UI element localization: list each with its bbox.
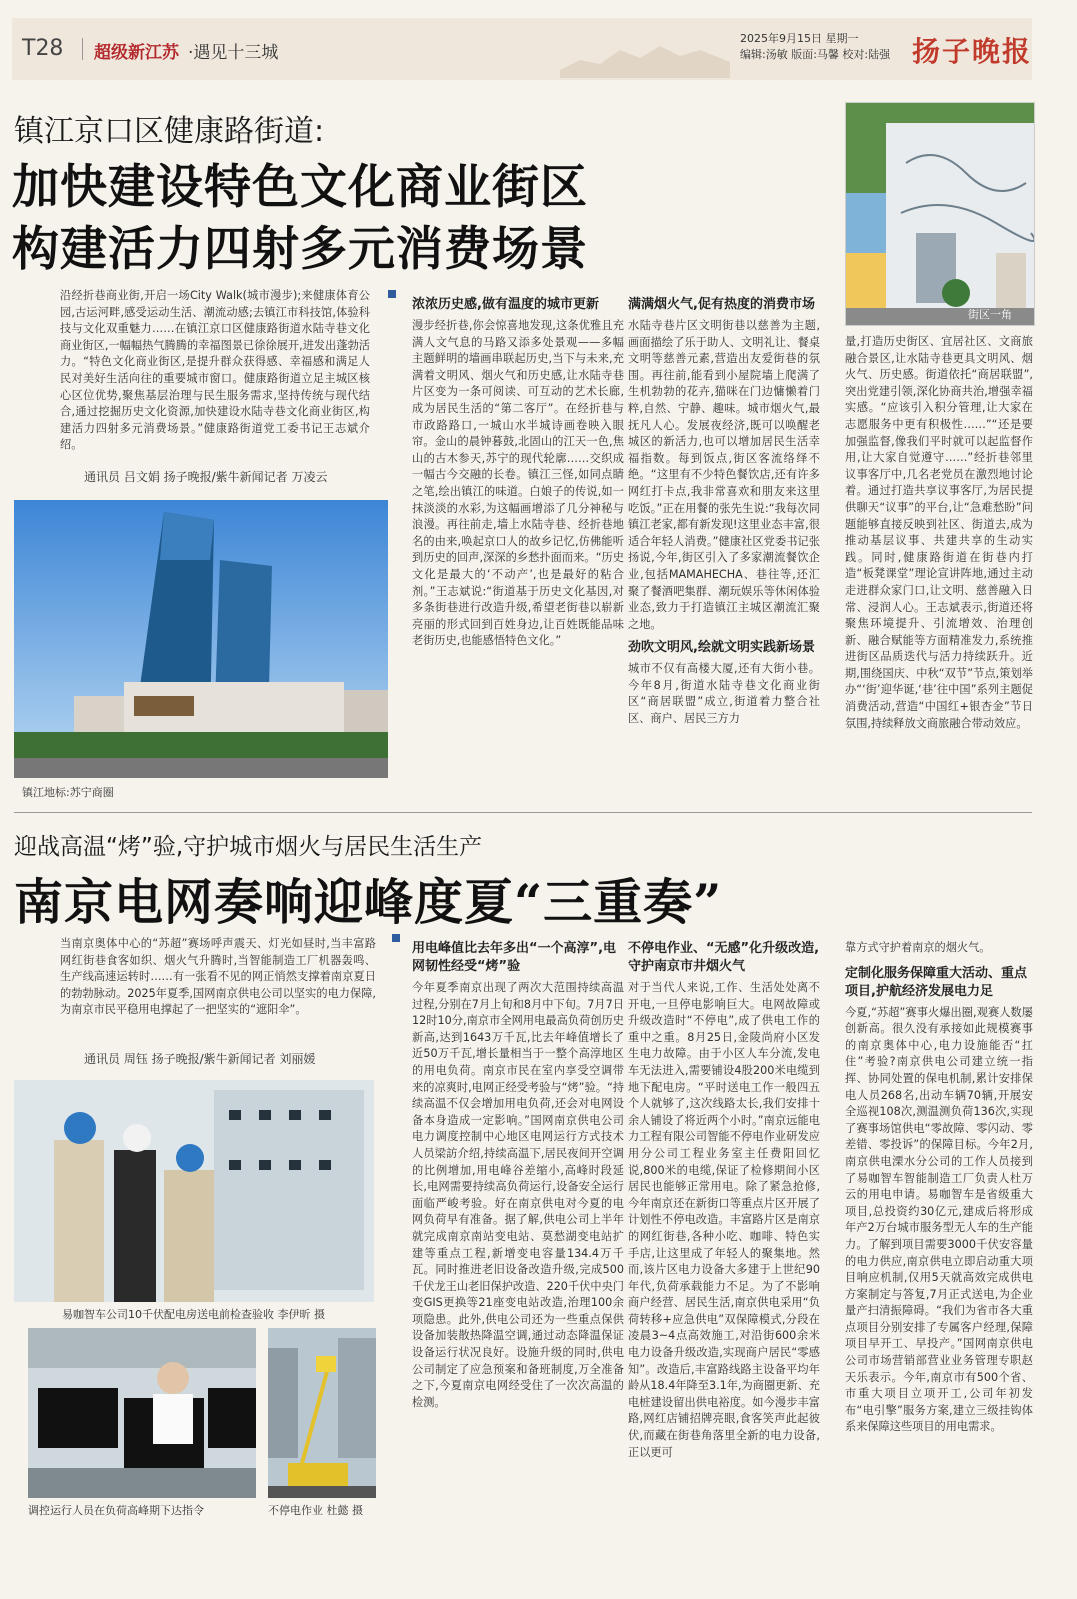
story2-column1 — [412, 940, 624, 1411]
story2-lead-paragraph: 当南京奥体中心的“苏超”赛场呼声震天、灯光如昼时,当丰富路网红街巷食客如织、烟火气升腾时,当智能制造工厂机器轰鸣、生产线高速运转时……有一张看不见的网正悄然支撑着南京夏日的勃勃脉动。2025年夏季,国网南京供电公司以坚实的电力保障,为南京市民平稳用电撑起了一把坚实的“遮阳伞”。 — [60, 937, 376, 1017]
story2-column3 — [845, 940, 1033, 1436]
photo-caption-street-corner: 街区一角 — [968, 308, 1012, 321]
column-marker — [388, 290, 396, 298]
photo-caption-control-room: 调控运行人员在负荷高峰期下达指令 — [28, 1504, 204, 1517]
story1-col2-body: 水陆寺巷片区文明街巷以慈善为主题,画面描绘了乐于助人、文明礼让、餐桌文明等慈善元素,营造出友爱街巷的氛围。再往前,能看到小屋院墙上爬满了生机勃勃的花卉,猫咪在门边慵懒着门粹,自然、宁静、趣味。城市烟火气,最抚凡人心。发展夜经济,既可以唤醒老城区的新活力,也可以增加居民生活幸福指数。每到饭点,街区客流络绎不绝。“这里有不少特色餐饮店,还有许多网红打卡点,我非常喜欢和朋友来这里吃饭。”正在用餐的张先生说:“我每次同镇江老家,都有新发现!这里业态丰富,很适合年轻人消费。”健康社区党委书记张扬说,今年,街区引入了多家潮流餐饮企业,包括MAMAHECHA、巷往等,还汇聚了餐酒吧集群、潮玩娱乐等休闲体验业态,致力于打造镇江主城区潮流汇聚之地。 — [628, 319, 820, 631]
substation-inspection-photo — [14, 1080, 374, 1302]
decorative-cityscape-graphic — [560, 20, 730, 78]
story2-kicker: 迎战高温“烤”验,守护城市烟火与居民生活生产 — [14, 834, 483, 860]
story2-col3-body: 今夏,“苏超”赛事火爆出圈,观赛人数屡创新高。很久没有承接如此规模赛事的南京奥体中心,电力设施能否“扛住”考验?南京供电公司建立统一指挥、协同处置的保电机制,累计安排保电人员268名,出动车辆70辆,开展安全巡视108次,测温测负荷136次,实现了赛事场馆供电“零故障、零闪动、零差错、零投诉”的保障目标。今年2月,南京供电溧水分公司的工作人员接到了易咖智车智能制造工厂负责人杜万云的用电申请。易咖智车是省级重大项目,总投资约30亿元,建成后将形成年产2万台城市服务型无人车的生产能力。了解到项目需要3000千伏安容量的电力供应,南京供电立即启动重大项目响应机制,仅用5天就高效完成供电方案制定与答复,7月正式送电,为企业量产扫清振障碍。“我们为省市各大重点项目分别安排了专属客户经理,保障项目早开工、早投产。”国网南京供电公司市场营销部营业业务管理专职赵天乐表示。今年,南京市有500个省、市重大项目立项开工,公司年初发布“电引擎”服务方案,建立三级挂钩体系来保障这些项目的用电需求。 — [845, 1005, 1033, 1434]
editor-credits: 编辑:汤敏 版面:马馨 校对:陆强 — [740, 48, 891, 61]
story2-col2-subhead: 不停电作业、“无感”化升级改造,守护南京市井烟火气 — [628, 941, 820, 974]
story1-byline: 通讯员 吕文娟 扬子晚报/紫牛新闻记者 万凌云 — [84, 470, 328, 484]
story1-headline-line2: 构建活力四射多元消费场景 — [12, 222, 588, 277]
story1-column1 — [412, 296, 624, 650]
story2-col3-body-top: 靠方式守护着南京的烟火气。 — [845, 941, 991, 954]
newspaper-logo: 扬子晚报 — [912, 35, 1033, 68]
column-marker — [392, 934, 400, 942]
story2-col1-body: 今年夏季南京出现了两次大范围持续高温过程,分别在7月上旬和8月中下旬。7月7日12时10分,南京市全网用电最高负荷创历史新高,达到1643万千瓦,比去年峰值增长了近50万千瓦,增长量相当于一整个高淳地区的用电负荷。南京市民在室内享受空调带来的凉爽时,电网正经受考验与“烤”验。“持续高温不仅会增加用电负荷,还会对电网设备本身造成一定影响。”国网南京供电公司电力调度控制中心地区电网运行方式技术人员梁訪介绍,持续高温下,居民夜间开空调的比例增加,用电峰谷差缩小,高峰时段延长,电网需要持续高负荷运行,设备安全运行面临严峻考验。好在南京供电对今夏的电网负荷早有准备。据了解,供电公司上半年就完成南京南站变电站、莫愁湖变电站扩建等重点工程,新增变电容量134.4万千瓦。同时推进老旧设备改造升级,完成500千伏龙王山老旧保护改造、220千伏中央门变GIS更换等21座变电站改造,治理100余项隐患。此外,供电公司还为一些重点保供设备加装散热降温空调,通过动态降温保证设备运行状况良好。设施升级的同时,供电公司制定了应急预案和备班制度,万全准备之下,今夏南京电网经受住了一次次高温的检测。 — [412, 981, 624, 1409]
control-room-photo — [28, 1328, 256, 1498]
issue-date: 2025年9月15日 星期一 — [740, 32, 859, 45]
section-brand: 超级新江苏 — [94, 43, 179, 63]
story2-col1-subhead: 用电峰值比去年多出“一个高淳”,电网韧性经受“烤”验 — [412, 941, 617, 974]
story1-col2-subhead2: 劲吹文明风,绘就文明实践新场景 — [628, 640, 815, 656]
story1-lead-paragraph: 沿经折巷商业街,开启一场City Walk(城市漫步);来健康体育公园,古运河畔,感受运动生活、潮流动感;去镇江市科技馆,体验科技与文化双重魅力……在镇江京口区健康路街道水陆寺巷文化商业街区,一幅幅热气腾腾的幸福图景已徐徐展开,进发出蓬勃活力。“特色文化商业街区,是提升群众获得感、幸福感和满足人民对美好生活向往的重要城市窗口。健康路街道立足主城区核心区位优势,聚焦基层治理与民生服务需求,坚持传统与现代结合,通过挖掘历史文化资源,加快建设水陆寺巷文化商业街区,构建活力四射多元消费场景。”健康路街道党工委书记王志斌介绍。 — [60, 289, 370, 452]
story2-col2-body: 对于当代人来说,工作、生活处处离不开电,一旦停电影响巨大。电网故障或升级改造时“不停电”,成了供电工作的重中之重。8月25日,金陵尚府小区发生电力故障。由于小区人车分流,发电车无法进入,需要铺设4股200米电缆到地下配电房。“平时送电工作一般四五个人就够了,这次线路太长,我们安排十余人铺设了将近两个小时。”南京远能电力工程有限公司智能不停电作业研发应用分公司工程业务室主任费阳回忆说,800米的电缆,保证了检修期间小区居民也能够正常用电。除了紧急抢修,今年南京还在新街口等重点片区开展了计划性不停电改造。丰富路片区是南京的网红街巷,各种小吃、咖啡、特色实手店,让这里成了年轻人的聚集地。然而,该片区电力设备大多建于上世纪90年代,负荷承载能力不足。为了不影响商户经营、居民生活,南京供电采用“负荷转移+应急供电”双保障模式,分段在凌晨3~4点高效施工,对沿街600余米电力设备升级改造,实现商户居民“零感知”。改造后,丰富路线路主设备平均年龄从18.4年降至3.1年,为商圈更新、充电桩建设留出供电裕度。如今漫步丰富路,网红店铺招牌亮眼,食客笑声此起彼伏,而藏在街巷角落里全新的电力设备,正以更可 — [628, 981, 820, 1459]
story2-byline: 通讯员 周钰 扬子晚报/紫牛新闻记者 刘丽媛 — [84, 1052, 316, 1066]
story1-kicker: 镇江京口区健康路街道: — [14, 114, 325, 149]
photo-caption-live-work: 不停电作业 杜懿 摄 — [268, 1504, 363, 1517]
story1-col1-body: 漫步经折巷,你会惊喜地发现,这条优雅且充满人文气息的马路又添多处景观——多幅主题鲜明的墙画串联起历史,当下与未来,充满着文明风、烟火气和历史感,让水陆寺巷片区变为一条可阅读、可互动的艺术长廊,成为居民生活的“第二客厅”。在经折巷与市政路路口,一城山水半城诗画卷映入眼帘。金山的晨钟暮鼓,北固山的江天一色,焦山的古木参天,苏宁的现代轮廓……交织成一幅古今交融的长卷。镇江三怪,如同点睛之笔,绘出镇江的味道。白娘子的传说,如一抹淡淡的水彩,为这幅画增添了几分神秘与浪漫。再往前走,墙上水陆寺巷、经折巷地名的由来,唤起京口人的故乡记忆,仿佛能听到历史的回声,深深的乡愁扑面而来。“历史文化是最大的‘不动产’,也是最好的粘合剂。”王志斌说:“街道基于历史文化基因,对多条街巷进行改造升级,希望老街巷以崭新亮丽的形式回到百姓身边,让百姓既能品味老街历史,也能感悟特色文化。” — [412, 319, 624, 648]
story2-col3-subhead: 定制化服务保障重大活动、重点项目,护航经济发展电力足 — [845, 965, 1028, 999]
story2-headline: 南京电网奏响迎峰度夏“三重奏” — [14, 873, 723, 931]
story1-col2-subhead: 满满烟火气,促有热度的消费市场 — [628, 297, 815, 312]
story-divider — [14, 812, 1032, 813]
live-line-work-photo — [268, 1328, 376, 1498]
story2-column2 — [628, 940, 820, 1461]
street-mural-photo — [845, 102, 1035, 326]
story1-col2-body2: 城市不仅有高楼大厦,还有大街小巷。今年8月,街道水陆寺巷文化商业街区“商居联盟”成立,街道着力整合社区、商户、居民三方力 — [628, 662, 820, 726]
story1-col1-subhead: 浓浓历史感,做有温度的城市更新 — [412, 297, 599, 312]
page-number: T28 — [22, 36, 64, 61]
photo-caption-landmark: 镇江地标:苏宁商圈 — [22, 786, 114, 799]
photo-caption-inspection: 易咖智车公司10千伏配电房送电前检查验收 李伊昕 摄 — [62, 1308, 325, 1321]
story1-col3-body: 量,打造历史街区、宜居社区、文商旅融合景区,让水陆寺巷更具文明风、烟火气、历史感。街道依托“商居联盟”,突出党建引领,深化协商共治,增强幸福实感。“应该引入积分管理,让大家在志愿服务中更有积极性……”“还是要加强监督,像我们平时就可以起监督作用,让大家自觉遵守……”经折巷邻里议事客厅中,几名老党员在激烈地讨论着。通过打造共享议事客厅,为居民提供聊天“议事”的平台,让“急难愁盼”问题能够直接反映到社区、街道去,成为推动基层议事、共建共享的生动实践。同时,健康路街道在街巷内打造“板凳课堂”理论宣讲阵地,通过主动走进群众家门口,让文明、慈善融入日常、浸润人心。王志斌表示,街道还将聚焦环境提升、引流增效、治理创新、融合赋能等方面精准发力,系统推进街区品质迭代与活力持续跃升。近期,围绕国庆、中秋“双节”节点,策划举办“‘街’迎华诞,‘巷’往中国”系列主题促消费活动,营造“中国红+银杏金”节日氛围,持续释放文商旅融合带动效应。 — [845, 335, 1033, 730]
skyscraper-photo — [14, 500, 388, 778]
story1-column2 — [628, 296, 820, 728]
header-divider — [82, 38, 83, 60]
section-subtitle: ·遇见十三城 — [188, 43, 279, 63]
story1-headline-line1: 加快建设特色文化商业街区 — [12, 160, 588, 215]
